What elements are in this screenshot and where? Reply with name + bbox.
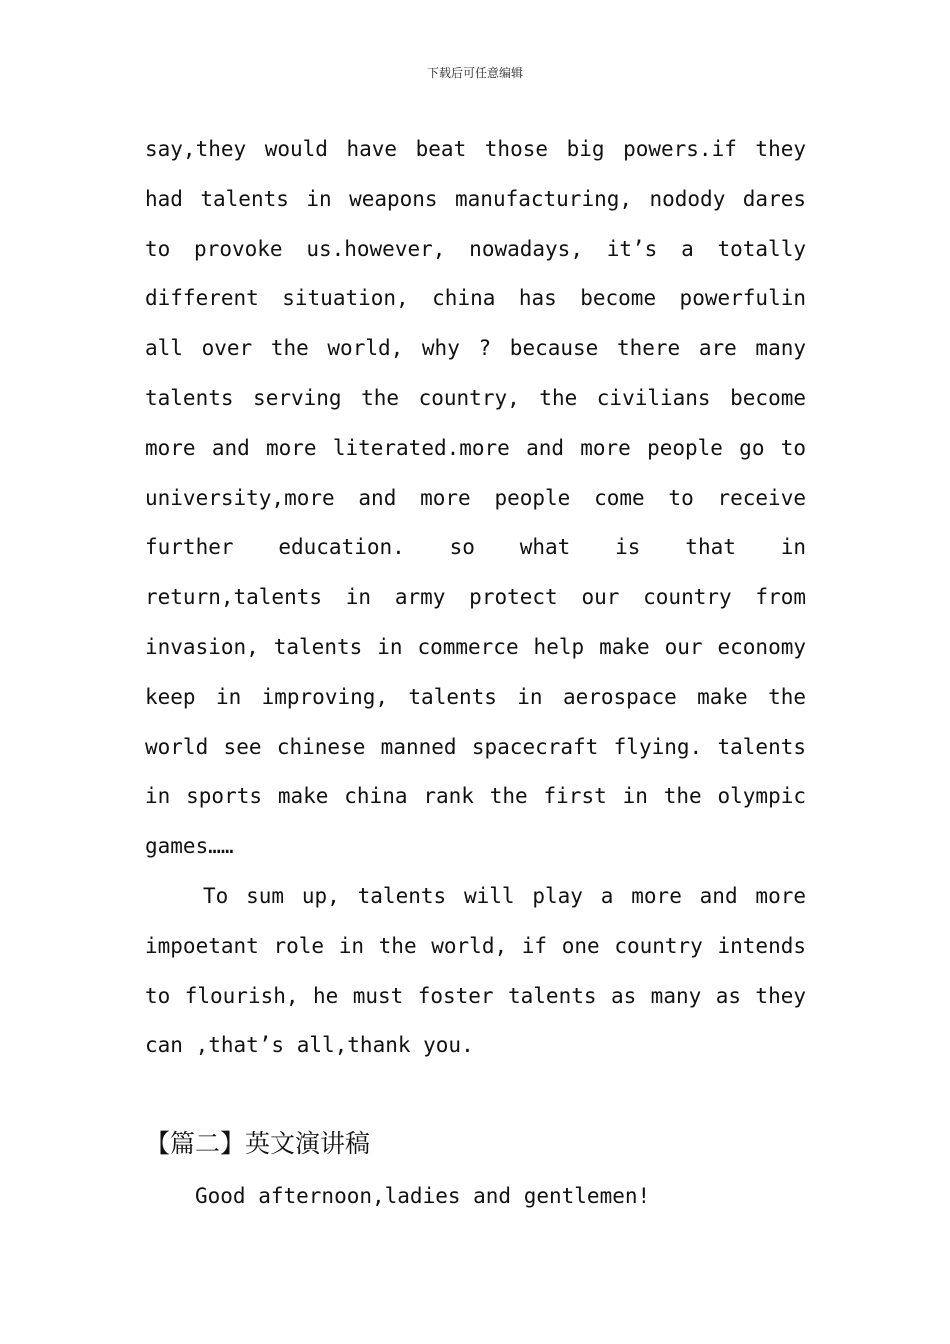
text-line: keep in improving, talents in aerospace make the (145, 684, 806, 709)
text-line: can ,that’s all,thank you. (145, 1033, 474, 1058)
text-line: to provoke us.however, nowadays, it’s a totally (145, 236, 806, 261)
text-line: world see chinese manned spacecraft flying. talents (145, 734, 806, 759)
text-line: different situation, china has become powerfulin (145, 286, 806, 311)
text-line: impoetant role in the world, if one country intends (145, 933, 806, 958)
text-line: return,talents in army protect our country from (145, 585, 806, 610)
text-line: further education. so what is that in (145, 535, 806, 560)
text-line: To sum up, talents will play a more and more (203, 883, 806, 908)
text-line: talents serving the country, the civilians become (145, 385, 806, 410)
text-line: university,more and more people come to receive (145, 485, 806, 510)
text-line: more and more literated.more and more people go to (145, 435, 806, 460)
text-line: to flourish, he must foster talents as many as they (145, 983, 806, 1008)
greeting-line: Good afternoon,ladies and gentlemen! (195, 1184, 651, 1208)
page-header: 下载后可任意编辑 (426, 66, 523, 80)
text-line: say,they would have beat those big powers.if they (145, 137, 806, 161)
document-body (145, 125, 806, 1071)
section-heading: 【篇二】英文演讲稿 (145, 1129, 371, 1158)
text-line: in sports make china rank the first in the olympic (145, 784, 806, 809)
text-line: all over the world, why ? because there are many (145, 336, 806, 361)
text-line: games…… (145, 834, 234, 859)
text-line: had talents in weapons manufacturing, nodody dares (145, 186, 806, 211)
text-line: invasion, talents in commerce help make our economy (145, 634, 806, 659)
